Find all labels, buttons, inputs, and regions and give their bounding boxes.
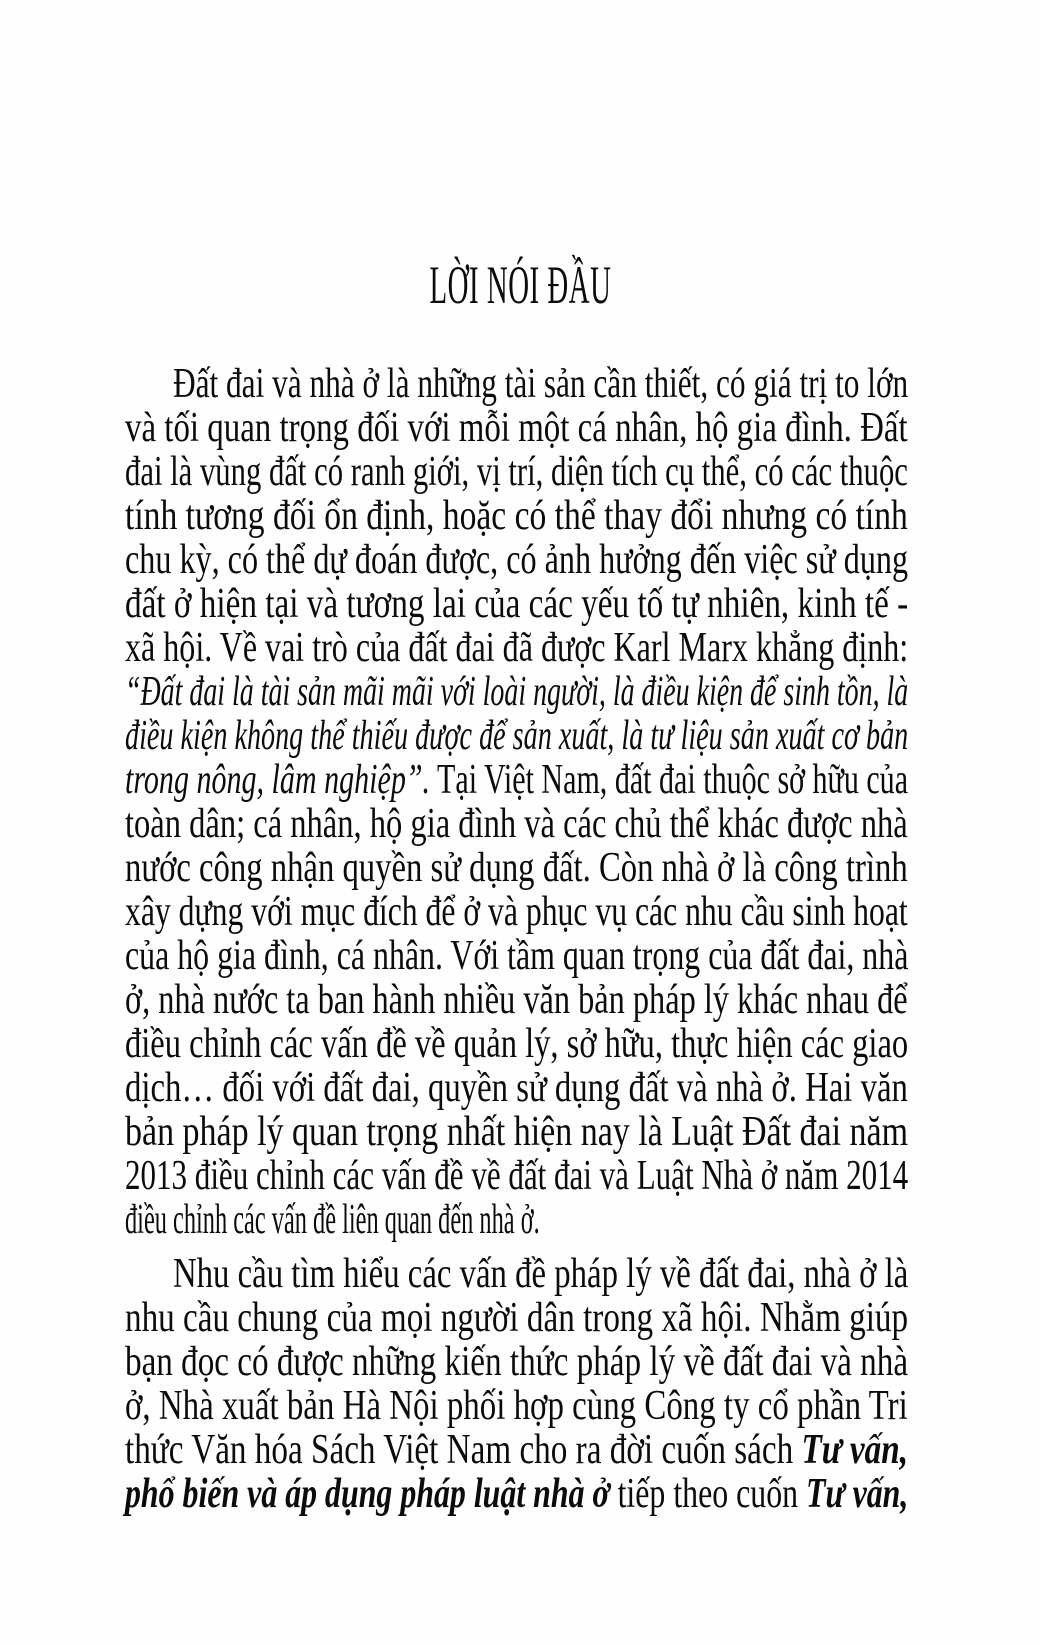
line-text [125, 802, 908, 846]
text-run: nước công nhận quyền sử dụng đất. Còn nhà ở là công trình [125, 845, 908, 891]
line-text [125, 670, 908, 714]
text-run: đất ở hiện tại và tương lai của các yếu tố tự nhiên, kinh tế - [125, 581, 909, 627]
line-text [125, 978, 908, 1022]
text-line [125, 1066, 908, 1110]
line-text [125, 758, 908, 802]
line-text [125, 890, 908, 934]
line-text [125, 582, 908, 626]
text-line [125, 1340, 908, 1384]
text-line [125, 626, 908, 670]
line-text [125, 846, 908, 890]
text-line [125, 846, 908, 890]
text-run: bạn đọc có được những kiến thức pháp lý về đất đai và nhà [125, 1339, 909, 1385]
text-run: xã hội. Về vai trò của đất đai đã được Karl Marx khẳng định: [125, 625, 909, 671]
text-line [125, 1022, 908, 1066]
text-line [125, 582, 908, 626]
text-run: Tại Việt Nam, đất đai thuộc sở hữu của [430, 757, 909, 803]
text-line [125, 1110, 908, 1154]
text-line [125, 978, 908, 1022]
text-line [125, 1296, 908, 1340]
text-run: điều chỉnh các vấn đề liên quan đến nhà ở. [125, 1197, 540, 1243]
text-line [125, 1384, 908, 1428]
page-heading [0, 255, 1040, 315]
text-run: ở, nhà nước ta ban hành nhiều văn bản pháp lý khác nhau để [125, 977, 908, 1023]
line-text [125, 450, 908, 494]
paragraph [125, 362, 908, 1242]
line-text [125, 1384, 908, 1428]
text-run: thức Văn hóa Sách Việt Nam cho ra đời cuốn sách [125, 1427, 802, 1473]
line-text [125, 538, 908, 582]
text-run: và tối quan trọng đối với mỗi một cá nhân, hộ gia đình. Đất [125, 405, 908, 451]
line-text [125, 1296, 908, 1340]
text-run: ở, Nhà xuất bản Hà Nội phối hợp cùng Công ty cổ phần Tri [125, 1383, 908, 1429]
text-run: nhu cầu chung của mọi người dân trong xã hội. Nhằm giúp [125, 1295, 909, 1341]
line-text [125, 1022, 908, 1066]
text-run: điều chỉnh các vấn đề về quản lý, sở hữu, thực hiện các giao [125, 1021, 909, 1067]
text-run: chu kỳ, có thể dự đoán được, có ảnh hưởng đến việc sử dụng [125, 537, 909, 583]
text-run: Tư vấn, [806, 1471, 909, 1517]
text-run: trong nông, lâm nghiệp”. [125, 757, 431, 803]
text-run: “Đất đai là tài sản mãi mãi với loài người, là điều kiện để sinh tồn, là [125, 669, 909, 715]
text-line [125, 890, 908, 934]
text-run: của hộ gia đình, cá nhân. Với tầm quan trọng của đất đai, nhà [125, 933, 909, 979]
line-text [125, 1428, 908, 1472]
text-run: bản pháp lý quan trọng nhất hiện nay là Luật Đất đai năm [125, 1109, 909, 1155]
text-line [125, 1154, 908, 1198]
page-title: LỜI NÓI ĐẦU [429, 255, 611, 315]
text-line [125, 406, 908, 450]
text-run: điều kiện không thể thiếu được để sản xuất, là tư liệu sản xuất cơ bản [125, 713, 909, 759]
text-run: xây dựng với mục đích để ở và phục vụ các nhu cầu sinh hoạt [125, 889, 908, 935]
text-line [125, 1428, 908, 1472]
text-line [173, 362, 908, 406]
line-text [125, 714, 908, 758]
text-line [125, 802, 908, 846]
text-line [125, 670, 908, 714]
text-run: đai là vùng đất có ranh giới, vị trí, diện tích cụ thể, có các thuộc [125, 449, 908, 495]
line-text [125, 1198, 540, 1242]
line-text [125, 406, 908, 450]
line-text [173, 1252, 908, 1296]
text-line [125, 450, 908, 494]
text-line [125, 714, 908, 758]
text-run: phổ biến và áp dụng pháp luật nhà ở [125, 1471, 610, 1517]
line-text [125, 494, 908, 538]
text-line [125, 538, 908, 582]
text-line [125, 1472, 908, 1516]
text-run: toàn dân; cá nhân, hộ gia đình và các chủ thể khác được nhà [125, 801, 908, 847]
text-line [173, 1252, 908, 1296]
paragraph [125, 1252, 908, 1516]
text-run: Đất đai và nhà ở là những tài sản cần thiết, có giá trị to lớn [173, 361, 909, 407]
text-run: tính tương đối ổn định, hoặc có thể thay đổi nhưng có tính [125, 493, 908, 539]
text-block [125, 362, 908, 1516]
line-text [125, 1472, 908, 1516]
text-line [125, 1198, 908, 1242]
line-text [125, 1110, 908, 1154]
line-text [125, 1066, 908, 1110]
text-run: 2013 điều chỉnh các vấn đề về đất đai và Luật Nhà ở năm 2014 [125, 1153, 909, 1199]
line-text [173, 362, 908, 406]
line-text [125, 934, 908, 978]
text-run: tiếp theo cuốn [609, 1471, 807, 1517]
text-run: Tư vấn, [801, 1427, 908, 1473]
text-run: dịch… đối với đất đai, quyền sử dụng đất và nhà ở. Hai văn [125, 1065, 908, 1111]
text-run: Nhu cầu tìm hiểu các vấn đề pháp lý về đất đai, nhà ở là [173, 1251, 909, 1297]
line-text [125, 626, 908, 670]
line-text [125, 1340, 908, 1384]
text-line [125, 494, 908, 538]
text-line [125, 758, 908, 802]
line-text [125, 1154, 908, 1198]
text-line [125, 934, 908, 978]
